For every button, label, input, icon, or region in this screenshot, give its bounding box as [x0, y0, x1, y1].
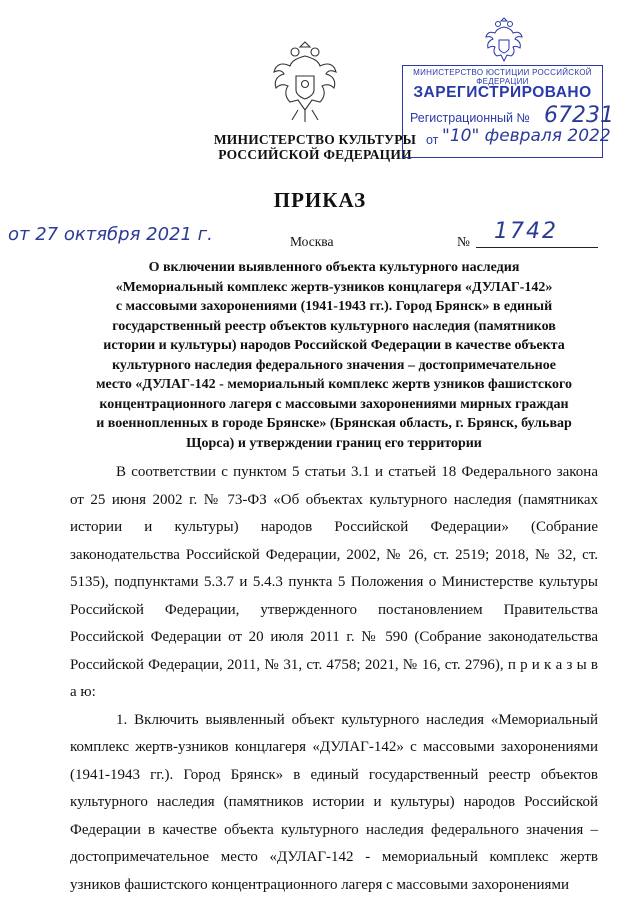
heading-line: с массовыми захоронениями (1941-1943 гг.). Город Брянск» в единый: [115, 299, 553, 314]
ministry-line-2: РОССИЙСКОЙ ФЕДЕРАЦИИ: [218, 147, 412, 162]
order-date: от 27 октября 2021 г.: [8, 224, 213, 245]
heading-line: О включении выявленного объекта культурного наследия: [148, 260, 520, 275]
stamp-date-prefix: от: [426, 133, 439, 147]
order-heading: [70, 258, 598, 453]
heading-line: место «ДУЛАГ-142 - мемориальный комплекс жертв узников фашистского: [96, 377, 572, 392]
stamp-date: "10" февраля 2022: [442, 126, 611, 146]
order-number-underline: [476, 247, 598, 248]
stamp-reg-number-label: Регистрационный №: [410, 111, 530, 125]
heading-line: истории и культуры) народов Российской Федерации в качестве объекта: [103, 338, 565, 353]
body-paragraph: В соответствии с пунктом 5 статьи 3.1 и статьей 18 Федерального закона от 25 июня 2002 г. № 73-ФЗ «Об объектах культурного наследия (памятниках истории и культуры) народов Российской Федерации» (Собрание законодательства Российской Федерации, 2002, № 26, ст. 2519; 2018, № 32, ст. 5135), подпунктами 5.3.7 и 5.4.3 пункта 5 Положения о Министерстве культуры Российской Федерации, утвержденного постановлением Правительства Российской Федерации от 20 июля 2011 г. № 590 (Собрание законодательства Российской Федерации, 2011, № 31, ст. 4758; 2021, № 16, ст. 2796), п р и к а з ы в а ю:: [70, 464, 598, 700]
order-number: 1742: [494, 219, 558, 244]
order-number-label: №: [457, 234, 470, 249]
ministry-name: [210, 132, 420, 162]
order-body: [70, 459, 598, 899]
heading-line: «Мемориальный комплекс жертв-узников концлагеря «ДУЛАГ-142»: [115, 279, 553, 295]
stamp-ministry: МИНИСТЕРСТВО ЮСТИЦИИ РОССИЙСКОЙ ФЕДЕРАЦИИ: [413, 68, 592, 86]
body-paragraph: 1. Включить выявленный объект культурного наследия «Мемориальный комплекс жертв-узников концлагеря «ДУЛАГ-142» с массовыми захоронениями (1941-1943 гг.). Город Брянск» в единый государственный реестр объектов культурного наследия (памятников истории и культуры) народов Российской Федерации в качестве объекта культурного наследия федерального значения – достопримечательное место «ДУЛАГ-142 - мемориальный комплекс жертв узников фашистского концентрационного лагеря с массовыми захоронениями: [70, 711, 598, 893]
stamp-registered: ЗАРЕГИСТРИРОВАНО: [413, 84, 592, 101]
order-city: Москва: [290, 234, 334, 249]
heading-line: и военнопленных в городе Брянске» (Брянская область, г. Брянск, бульвар: [96, 416, 572, 431]
russian-coat-of-arms-icon: [268, 36, 342, 128]
stamp-emblem-icon: [482, 14, 526, 66]
heading-line: концентрационного лагеря с массовыми захоронениями мирных граждан: [99, 396, 569, 412]
document-title: ПРИКАЗ: [273, 188, 367, 212]
stamp-reg-number: 67231: [544, 103, 614, 128]
heading-line: государственный реестр объектов культурного наследия (памятников: [112, 318, 556, 334]
heading-line: культурного наследия федерального значения – достопримечательное: [112, 357, 556, 373]
ministry-line-1: МИНИСТЕРСТВО КУЛЬТУРЫ: [213, 132, 417, 147]
registration-stamp: [402, 8, 614, 150]
heading-line: Щорса) и утверждении границ его территории: [186, 435, 482, 451]
